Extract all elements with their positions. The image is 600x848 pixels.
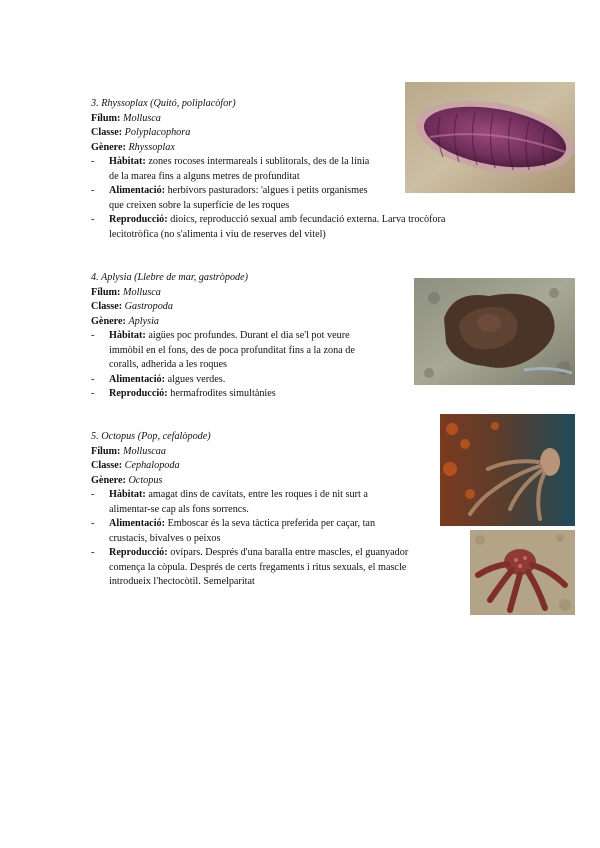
trait-list [91, 329, 355, 402]
genus-row: Gènere: Octopus [91, 474, 163, 486]
habitat-item: - Hàbitat: zones rocoses intermareals i sublitorals, des de la línia de la marea fins a alguns metres de profunditat [91, 155, 445, 184]
class-row: Classe: Cephalopoda [91, 460, 180, 471]
octopus-photo-1 [440, 414, 575, 526]
phylum-row: Fílum: Mollusca [91, 286, 161, 298]
species-entry-aplysia [91, 271, 355, 402]
species-title: 5. Octopus (Pop, cefalòpode) [91, 431, 211, 442]
chiton-illustration [405, 82, 575, 193]
trait-list [91, 488, 408, 590]
genus-row: Gènere: Aplysia [91, 315, 159, 327]
trait-list [91, 155, 445, 242]
diet-item: - Alimentació: algues verdes. [91, 373, 355, 388]
reproduction-item: - Reproducció: dioics, reproducció sexual amb fecundació externa. Larva trocòfora lecitotròfica (no s'alimenta i viu de reserves del vitel) [91, 213, 445, 242]
octopus-illustration-2 [470, 530, 575, 615]
class-row: Classe: Gastropoda [91, 301, 173, 312]
species-entry-octopus [91, 430, 408, 590]
habitat-item: - Hàbitat: aigües poc profundes. Durant el dia se'l pot veure immòbil en el fons, des de poca profunditat fins a la zona de coralls, adherida a les roques [91, 329, 355, 373]
chiton-photo [405, 82, 575, 193]
aplysia-illustration [414, 278, 575, 385]
species-entry-rhyssoplax [91, 97, 445, 242]
habitat-item: - Hàbitat: amagat dins de cavitats, entre les roques i de nit surt a alimentar-se cap als fons sorrencs. [91, 488, 408, 517]
species-title: 4. Aplysia (Llebre de mar, gastròpode) [91, 272, 249, 283]
genus-row: Gènere: Rhyssoplax [91, 141, 175, 153]
species-title: 3. Rhyssoplax (Quitó, poliplacòfor) [91, 98, 236, 109]
diet-item: - Alimentació: herbívors pasturadors: 'algues i petits organismes que creixen sobre la superfície de les roques [91, 184, 445, 213]
diet-item: - Alimentació: Emboscar és la seva tàctica preferida per caçar, tan crustacis, bivalves o peixos [91, 517, 408, 546]
reproduction-item: - Reproducció: hermafrodites simultànies [91, 387, 355, 402]
octopus-photo-2 [470, 530, 575, 615]
class-row: Classe: Polyplacophora [91, 127, 191, 138]
aplysia-photo [414, 278, 575, 385]
phylum-row: Fílum: Molluscaa [91, 445, 166, 457]
reproduction-item: - Reproducció: ovípars. Després d'una baralla entre mascles, el guanyador comença la còpula. Després de certs fregaments i ritus sexuals, el mascle introdueix l'hectocòtil. Semelparitat [91, 546, 408, 590]
octopus-illustration-1 [440, 414, 575, 526]
phylum-row: Fílum: Mollusca [91, 112, 161, 124]
